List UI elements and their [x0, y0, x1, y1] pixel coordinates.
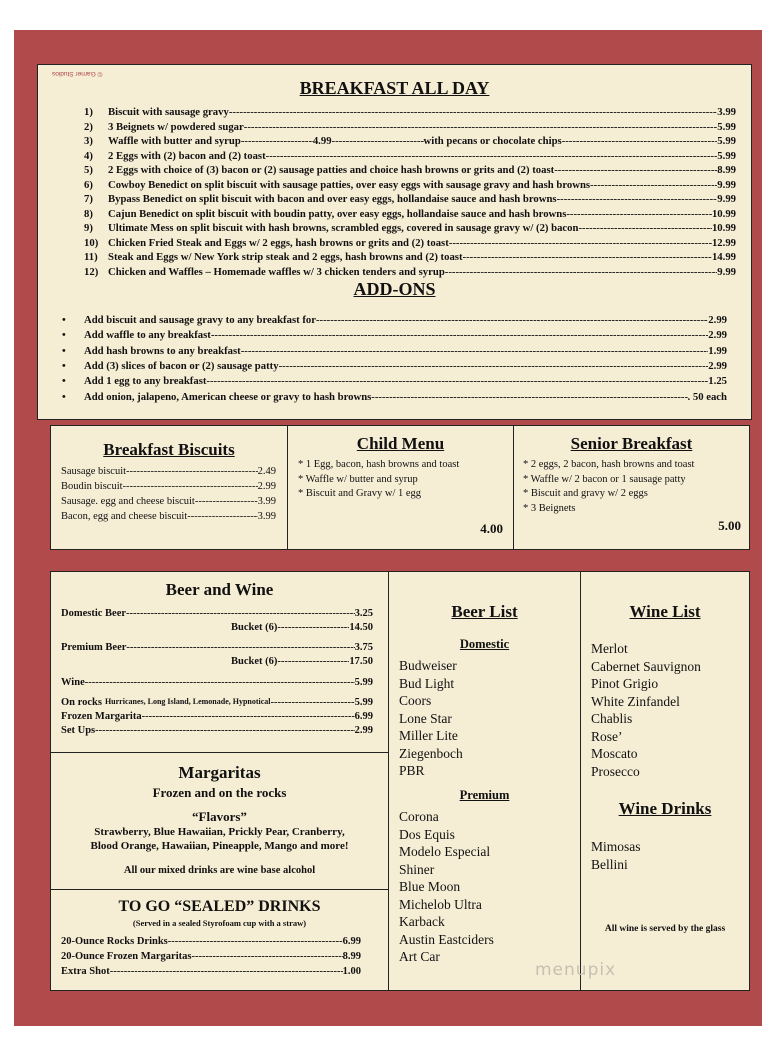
- bullet-icon: •: [62, 359, 66, 372]
- senior-title: Senior Breakfast: [570, 434, 693, 453]
- item-price: 6.99: [354, 711, 373, 722]
- wine-item: Pinot Grigio: [591, 676, 659, 691]
- togo-title: TO GO “SEALED” DRINKS: [118, 898, 321, 915]
- item-text: Sausage. egg and cheese biscuit: [61, 496, 195, 507]
- leader-dots: [463, 251, 712, 263]
- premium-beer: Art Car: [399, 949, 440, 964]
- domestic-beer: Lone Star: [399, 710, 452, 726]
- leader-dots: [206, 375, 708, 387]
- item-price: 5.99: [717, 135, 736, 147]
- item-number: 10): [84, 236, 99, 249]
- wine-drink: Bellini: [591, 856, 628, 872]
- wine-item: Rose’: [591, 728, 623, 744]
- item-number: 3): [84, 135, 93, 147]
- leader-dots: [126, 466, 258, 477]
- senior-item: * 3 Beignets: [523, 502, 576, 514]
- wine-note: All wine is served by the glass: [604, 924, 726, 934]
- senior-item: * Waffle w/ 2 bacon or 1 sausage patty: [523, 473, 686, 485]
- beer-wine-row: [61, 725, 373, 736]
- item-text: Cowboy Benedict on split biscuit with sausage patties, over easy eggs with sausage gravy and hash browns: [108, 178, 591, 191]
- leader-dots: [241, 135, 313, 147]
- premium-beer: Blue Moon: [399, 879, 461, 894]
- leader-dots: [332, 135, 424, 147]
- premium-beer: Corona: [399, 809, 439, 824]
- item-price: . 50 each: [687, 390, 727, 403]
- breakfast-item: [84, 135, 736, 147]
- watermark: menupix: [535, 960, 617, 980]
- leader-dots: [277, 622, 349, 633]
- leader-dots: [126, 642, 354, 653]
- breakfast-item: [84, 222, 736, 234]
- domestic-beer: Ziegenboch: [399, 745, 463, 761]
- bullet-icon: •: [62, 344, 66, 357]
- breakfast-heading-wrap: [37, 78, 752, 99]
- flavors-title: “Flavors”: [192, 809, 247, 824]
- premium-beer: Michelob Ultra: [399, 896, 482, 912]
- addons-heading-wrap: [37, 279, 752, 300]
- item-text: Bacon, egg and cheese biscuit: [61, 511, 188, 522]
- item-number: 2): [84, 120, 93, 133]
- leader-dots: [371, 391, 687, 403]
- item-price: 5.99: [717, 149, 736, 162]
- item-text: Steak and Eggs w/ New York strip steak and 2 eggs, hash browns and (2) toast: [108, 251, 463, 263]
- item-text: Bucket (6): [231, 656, 278, 667]
- item-text: Add onion, jalapeno, American cheese or gravy to hash browns: [84, 390, 372, 403]
- item-price: 3.99: [257, 511, 276, 522]
- item-text: 20-Ounce Rocks Drinks: [61, 936, 168, 947]
- leader-dots: [562, 135, 718, 147]
- margaritas-box: [50, 752, 389, 890]
- breakfast-title: BREAKFAST ALL DAY: [299, 78, 490, 98]
- beer-wine-box: [50, 571, 389, 753]
- wine-drinks-title: Wine Drinks: [618, 799, 712, 818]
- premium-beer: Dos Equis: [399, 826, 455, 842]
- item-text: Cajun Benedict on split biscuit with boudin patty, over easy eggs, hollandaise sauce and hash browns: [108, 207, 567, 220]
- togo-row: [61, 966, 361, 977]
- togo-subtitle: (Served in a sealed Styrofoam cup with a straw): [132, 918, 307, 928]
- domestic-title: Domestic: [459, 637, 510, 651]
- item-price: 10.99: [711, 222, 736, 234]
- item-price: 9.99: [717, 178, 736, 191]
- leader-dots: [277, 656, 349, 667]
- premium-beer: Shiner: [399, 861, 435, 877]
- item-price: 2.99: [708, 359, 727, 372]
- item-price: 1.00: [342, 966, 361, 977]
- breakfast-item: [84, 208, 736, 220]
- beer-wine-row: [61, 711, 373, 722]
- child-item: * Biscuit and Gravy w/ 1 egg: [298, 488, 422, 499]
- domestic-beer: Budweiser: [399, 658, 457, 673]
- leader-dots: [110, 966, 343, 977]
- item-price: 9.99: [717, 265, 736, 278]
- bullet-icon: •: [62, 329, 66, 342]
- item-text: Frozen Margarita: [61, 711, 142, 722]
- item-number: 1): [84, 106, 93, 118]
- item-text: Premium Beer: [61, 642, 127, 653]
- breakfast-item: [84, 121, 736, 133]
- child-price: 4.00: [480, 521, 503, 536]
- leader-dots: [211, 329, 708, 341]
- breakfast-item: [84, 179, 736, 191]
- leader-dots: [142, 711, 355, 722]
- item-text: Boudin biscuit: [61, 481, 123, 492]
- beer-wine-row: [61, 642, 373, 653]
- addon-item: [84, 345, 727, 357]
- bullet-icon: •: [62, 390, 66, 403]
- item-price: 1.25: [708, 375, 727, 388]
- item-text: 2 Eggs with (2) bacon and (2) toast: [108, 149, 266, 162]
- item-price: 5.99: [354, 677, 373, 688]
- item-price: 9.99: [717, 193, 736, 205]
- leader-dots: [557, 193, 718, 205]
- togo-row: [61, 936, 361, 947]
- item-mid-price: 4.99: [312, 135, 332, 147]
- item-price: 17.50: [349, 656, 373, 667]
- item-text: Add 1 egg to any breakfast: [84, 375, 207, 388]
- leader-dots: [241, 345, 709, 357]
- item-text: 3 Beignets w/ powdered sugar: [108, 120, 244, 133]
- leader-dots: [554, 164, 717, 176]
- item-price: 5.99: [717, 120, 736, 133]
- item-number: 9): [84, 222, 93, 234]
- item-number: 4): [84, 149, 93, 162]
- wine-item: Chablis: [591, 711, 633, 726]
- item-text: 2 Eggs with choice of (3) bacon or (2) sausage patties and choice hash browns or grits and (2) toast: [108, 164, 555, 176]
- item-price: 8.99: [717, 164, 736, 176]
- leader-dots: [590, 179, 717, 191]
- breakfast-item: [84, 266, 736, 278]
- domestic-beer: Miller Lite: [399, 728, 458, 743]
- item-text: Ultimate Mess on split biscuit with hash browns, scrambled eggs, covered in sausage gravy w/ (2) bacon: [108, 222, 579, 234]
- leader-dots: [187, 511, 257, 522]
- leader-dots: [126, 608, 355, 619]
- item-price: 10.99: [711, 207, 736, 220]
- addon-item: [84, 391, 727, 403]
- bullet-icon: •: [62, 375, 66, 388]
- leader-dots: [191, 951, 342, 962]
- margaritas-note: All our mixed drinks are wine base alcohol: [123, 865, 316, 876]
- addon-item: [84, 314, 727, 326]
- premium-beer: Karback: [399, 914, 445, 929]
- item-price: 2.49: [257, 466, 276, 477]
- item-text: Biscuit with sausage gravy: [108, 106, 229, 118]
- item-price: 3.75: [354, 642, 373, 653]
- addons-title: ADD-ONS: [353, 279, 436, 299]
- item-number: 5): [84, 164, 93, 176]
- leader-dots: [85, 677, 355, 688]
- item-text: 20-Ounce Frozen Margaritas: [61, 951, 192, 962]
- biscuits-title: Breakfast Biscuits: [103, 440, 235, 459]
- item-detail: Hurricanes, Long Island, Lemonade, Hypnotical: [104, 697, 271, 706]
- leader-dots: [168, 936, 343, 947]
- item-price: 3.99: [717, 106, 736, 118]
- item-price: 6.99: [342, 936, 361, 947]
- credit-text: © Garner Studios: [52, 70, 103, 77]
- item-price: 3.25: [354, 608, 373, 619]
- breakfast-item: [84, 150, 736, 162]
- biscuit-item: [61, 481, 276, 492]
- leader-dots: [316, 314, 708, 326]
- beer-wine-row: [61, 608, 373, 619]
- item-price: 5.99: [354, 697, 373, 708]
- addon-item: [84, 375, 727, 387]
- wine-item: Cabernet Sauvignon: [591, 658, 701, 674]
- leader-dots: [449, 237, 712, 249]
- item-price: 2.99: [708, 314, 727, 326]
- item-text: Wine: [61, 677, 85, 688]
- wine-item: Merlot: [591, 641, 628, 656]
- senior-box: [513, 425, 750, 550]
- item-price: 3.99: [257, 496, 276, 507]
- item-text: Chicken Fried Steak and Eggs w/ 2 eggs, hash browns or grits and (2) toast: [108, 236, 449, 249]
- leader-dots: [229, 106, 717, 118]
- item-number: 11): [84, 251, 98, 263]
- beer-list-box: [388, 571, 581, 991]
- beer-wine-row: [61, 677, 373, 688]
- leader-dots: [266, 150, 718, 162]
- wine-item: White Zinfandel: [591, 693, 680, 709]
- wine-item: Prosecco: [591, 763, 640, 779]
- item-price: 14.50: [349, 622, 373, 633]
- item-price: 2.99: [257, 481, 276, 492]
- flavors-line-1: Strawberry, Blue Hawaiian, Prickly Pear, Cranberry,: [94, 826, 345, 838]
- item-price: 12.99: [711, 236, 736, 249]
- premium-title: Premium: [459, 788, 510, 802]
- margaritas-subtitle: Frozen and on the rocks: [152, 785, 287, 800]
- item-text: Add (3) slices of bacon or (2) sausage patty: [84, 359, 279, 372]
- wine-list-title: Wine List: [629, 602, 701, 621]
- leader-dots: [95, 725, 354, 736]
- item-text: Bucket (6): [231, 622, 278, 633]
- item-text: Sausage biscuit: [61, 466, 127, 477]
- child-title: Child Menu: [356, 434, 445, 453]
- child-menu-box: [287, 425, 514, 550]
- wine-item: Moscato: [591, 746, 638, 761]
- item-number: 7): [84, 193, 93, 205]
- item-price: 14.99: [711, 251, 736, 263]
- togo-box: [50, 889, 389, 991]
- item-price: 2.99: [708, 329, 727, 342]
- child-item: * 1 Egg, bacon, hash browns and toast: [298, 459, 460, 470]
- item-text: Waffle with butter and syrup: [108, 135, 241, 147]
- biscuit-item: [61, 496, 276, 507]
- leader-dots: [244, 121, 718, 133]
- item-price: 8.99: [342, 951, 361, 962]
- biscuit-item: [61, 466, 276, 477]
- leader-dots: [279, 360, 709, 372]
- breakfast-item: [84, 237, 736, 249]
- item-number: 12): [84, 265, 99, 278]
- item-price: 2.99: [354, 725, 373, 736]
- item-text: Extra Shot: [61, 966, 110, 977]
- beer-wine-row: [231, 656, 373, 667]
- item-text: Add waffle to any breakfast: [84, 329, 211, 342]
- leader-dots: [271, 697, 355, 708]
- breakfast-item: [84, 193, 736, 205]
- breakfast-item: [84, 251, 736, 263]
- breakfast-item: [84, 106, 736, 118]
- item-text: Add hash browns to any breakfast: [84, 344, 241, 357]
- beer-wine-title: Beer and Wine: [165, 580, 274, 599]
- item-text: Set Ups: [61, 725, 96, 736]
- leader-dots: [195, 496, 258, 507]
- premium-beer: Austin Eastciders: [399, 931, 494, 947]
- item-text: Chicken and Waffles – Homemade waffles w/ 3 chicken tenders and syrup: [108, 265, 445, 278]
- senior-item: * Biscuit and gravy w/ 2 eggs: [523, 488, 648, 499]
- item-text: Bypass Benedict on split biscuit with bacon and over easy eggs, hollandaise sauce and hash browns: [108, 193, 557, 205]
- flavors-line-2: Blood Orange, Hawaiian, Pineapple, Mango and more!: [90, 840, 349, 852]
- domestic-beer: Coors: [399, 693, 432, 708]
- child-item: * Waffle w/ butter and syrup: [298, 473, 418, 485]
- item-text: Add biscuit and sausage gravy to any breakfast for: [84, 314, 316, 326]
- wine-list-box: [580, 571, 750, 991]
- leader-dots: [445, 266, 718, 278]
- premium-beer: Modelo Especial: [399, 844, 491, 859]
- togo-row: [61, 951, 361, 962]
- beer-list-title: Beer List: [451, 602, 518, 621]
- leader-dots: [566, 208, 712, 220]
- item-number: 8): [84, 207, 93, 220]
- bullet-icon: •: [62, 314, 66, 326]
- leader-dots: [123, 481, 258, 492]
- wine-drink: Mimosas: [591, 839, 641, 854]
- senior-price: 5.00: [718, 518, 741, 533]
- biscuits-box: [50, 425, 288, 550]
- addon-item: [84, 360, 727, 372]
- addon-item: [84, 329, 727, 341]
- beer-wine-row: [61, 697, 373, 708]
- senior-item: * 2 eggs, 2 bacon, hash browns and toast: [523, 459, 695, 470]
- item-number: 6): [84, 178, 93, 191]
- beer-wine-row: [231, 622, 373, 633]
- item-price: 1.99: [708, 344, 727, 357]
- item-text: On rocks: [61, 697, 102, 708]
- item-text: Domestic Beer: [61, 608, 127, 619]
- item-text-2: with pecans or chocolate chips: [423, 135, 562, 147]
- domestic-beer: Bud Light: [399, 675, 455, 691]
- biscuit-item: [61, 511, 276, 522]
- margaritas-title: Margaritas: [178, 763, 261, 782]
- breakfast-item: [84, 164, 736, 176]
- leader-dots: [578, 222, 711, 234]
- domestic-beer: PBR: [399, 763, 425, 778]
